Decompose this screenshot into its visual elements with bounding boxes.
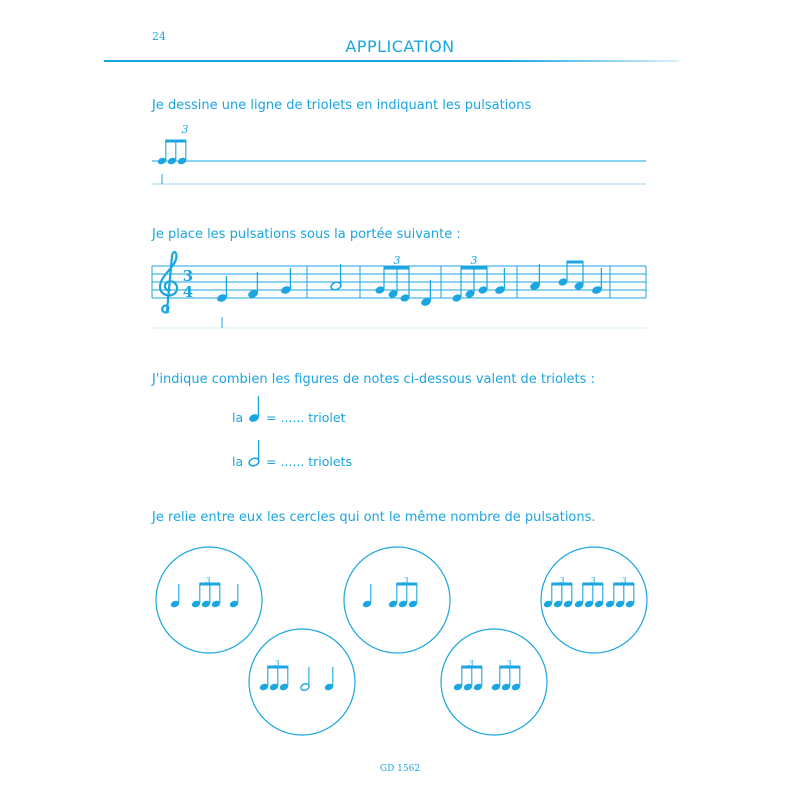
- half-answer[interactable]: = ...... triolets: [266, 454, 352, 469]
- triplet-number: 3: [621, 576, 627, 585]
- circles-exercise: [156, 547, 647, 735]
- time-sig-top: 3: [182, 267, 194, 285]
- staff-exercise: [152, 252, 646, 328]
- instruction-how-many: J'indique combien les figures de notes ci-dessous valent de triolets :: [152, 372, 595, 387]
- quarter-label: la: [232, 410, 244, 425]
- instruction-connect: Je relie entre eux les cercles qui ont le même nombre de pulsations.: [152, 510, 596, 525]
- page-title: APPLICATION: [345, 37, 455, 56]
- half-note-icon: [248, 440, 260, 467]
- triplet-number: 3: [590, 576, 596, 585]
- page-number: 24: [152, 30, 166, 43]
- circle-c[interactable]: [541, 547, 647, 653]
- quarter-answer[interactable]: = ...... triolet: [266, 410, 346, 425]
- triplet-number: 3: [506, 659, 512, 668]
- instruction-place-pulses: Je place les pulsations sous la portée suivante :: [152, 227, 461, 242]
- circle-b[interactable]: [344, 547, 450, 653]
- triplet-number: 3: [205, 576, 211, 585]
- triplet-line-exercise: [152, 123, 646, 184]
- footer-code: GD 1562: [379, 764, 421, 774]
- quarter-note-icon: [248, 396, 260, 423]
- triplet-number: 3: [274, 659, 280, 668]
- circle-a[interactable]: [156, 547, 262, 653]
- instruction-triplet-line: Je dessine une ligne de triolets en indiquant les pulsations: [152, 98, 532, 113]
- triplet-number: 3: [181, 123, 189, 136]
- circle-e[interactable]: [441, 629, 547, 735]
- triplet-number: 3: [468, 659, 474, 668]
- triplet-number: 3: [470, 254, 478, 267]
- triplet-number: 3: [403, 576, 409, 585]
- triplet-number: 3: [393, 254, 401, 267]
- time-sig-bottom: 4: [182, 283, 194, 301]
- example-triplet: [157, 140, 187, 166]
- half-label: la: [232, 454, 244, 469]
- triplet-number: 3: [559, 576, 565, 585]
- circle-d[interactable]: [249, 629, 355, 735]
